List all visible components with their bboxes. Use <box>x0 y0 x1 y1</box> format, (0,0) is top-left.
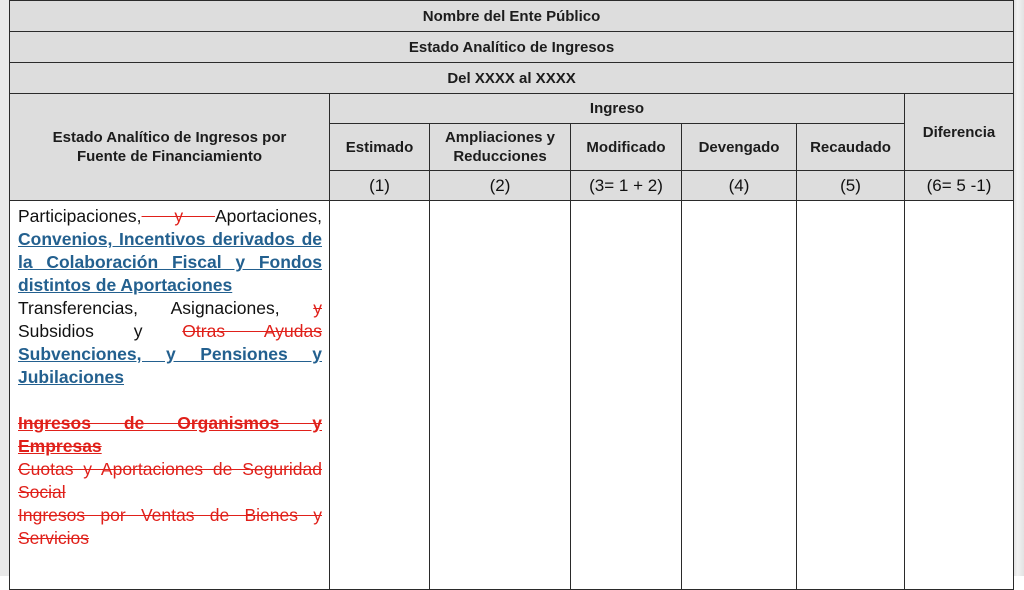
item-ventas: Ingresos por Ventas de Bienes y Servicios <box>18 505 322 548</box>
inserted-text: Subvenciones, y Pensiones y Jubilaciones <box>18 344 322 387</box>
right-edge <box>1013 0 1024 576</box>
item-organismos: Ingresos de Organismos y Empresas <box>18 413 322 456</box>
diferencia-cell <box>905 201 1014 590</box>
recaudado-cell <box>797 201 905 590</box>
entity-name-header: Nombre del Ente Público <box>10 1 1014 32</box>
period-header: Del XXXX al XXXX <box>10 63 1014 94</box>
report-title-header: Estado Analítico de Ingresos <box>10 32 1014 63</box>
deleted-text: y <box>141 206 215 226</box>
col-estimado: Estimado <box>330 124 430 171</box>
item-participaciones: Participaciones, y Aportaciones, Convenios, Incentivos derivados de la Colaboración Fiscal y Fondos distintos de Aportaciones <box>18 206 322 295</box>
col-ampliaciones: Ampliaciones y Reducciones <box>430 124 571 171</box>
deleted-text: Otras Ayudas <box>182 321 322 341</box>
diferencia-header: Diferencia <box>905 94 1014 171</box>
devengado-cell <box>682 201 797 590</box>
inserted-text: Convenios, Incentivos derivados de la Colaboración Fiscal y Fondos distintos de Aportaciones <box>18 229 322 295</box>
col-devengado: Devengado <box>682 124 797 171</box>
col-number-2: (2) <box>430 171 571 201</box>
col-modificado: Modificado <box>571 124 682 171</box>
item-cuotas: Cuotas y Aportaciones de Seguridad Social <box>18 459 322 502</box>
col-number-4: (4) <box>682 171 797 201</box>
col-number-6: (6= 5 -1) <box>905 171 1014 201</box>
item-transferencias: Transferencias, Asignaciones, y Subsidios y Otras Ayudas Subvenciones, y Pensiones y Jubilaciones <box>18 298 322 387</box>
left-edge <box>0 0 9 576</box>
source-column-header <box>10 94 330 201</box>
ampliaciones-cell <box>430 201 571 590</box>
ingreso-header: Ingreso <box>330 94 905 124</box>
source-items-cell <box>10 201 330 590</box>
source-column-label: Estado Analítico de Ingresos por Fuente de Financiamiento <box>52 129 287 165</box>
col-number-1: (1) <box>330 171 430 201</box>
col-number-5: (5) <box>797 171 905 201</box>
modificado-cell <box>571 201 682 590</box>
estimado-cell <box>330 201 430 590</box>
deleted-text: y <box>313 298 322 318</box>
col-recaudado: Recaudado <box>797 124 905 171</box>
col-number-3: (3= 1 + 2) <box>571 171 682 201</box>
income-analysis-table <box>9 0 1014 590</box>
